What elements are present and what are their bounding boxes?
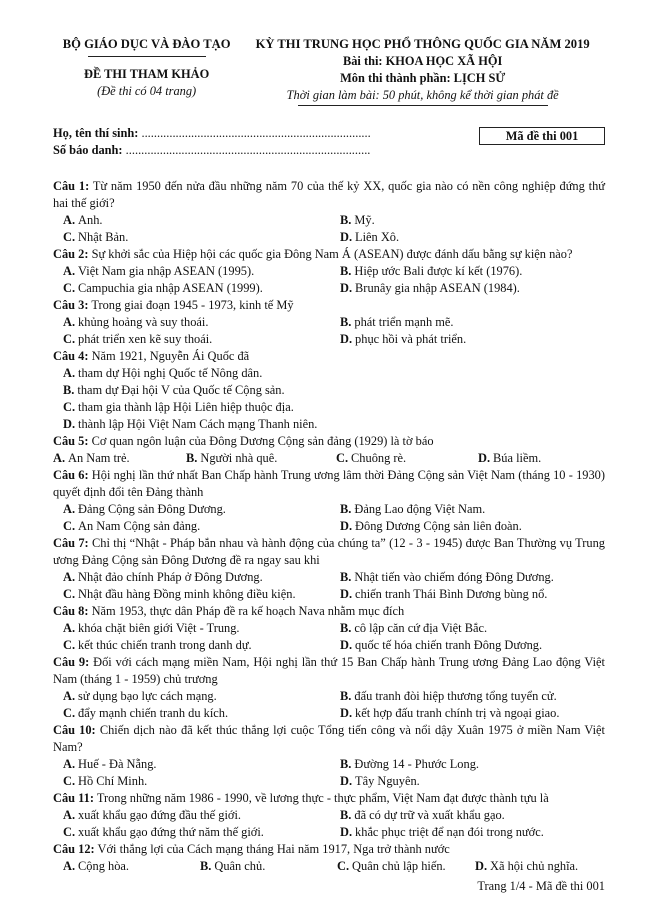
question-stem xyxy=(53,433,605,450)
option-text: phát triển mạnh mẽ. xyxy=(354,315,454,329)
answer-option xyxy=(53,450,186,467)
question-block xyxy=(53,790,605,841)
question-block xyxy=(53,467,605,535)
option-letter: C. xyxy=(63,706,76,720)
page-footer: Trang 1/4 - Mã đề thi 001 xyxy=(477,879,605,893)
option-text: Xã hội chủ nghĩa. xyxy=(490,859,579,873)
question-text: Trong những năm 1986 - 1990, về lương thực - thực phẩm, Việt Nam đạt được thành tựu là xyxy=(96,791,549,805)
option-letter: A. xyxy=(63,808,76,822)
page-count-note: (Đề thi có 04 trang) xyxy=(97,84,197,98)
candidate-name-label: Họ, tên thí sinh: xyxy=(53,126,139,140)
option-letter: D. xyxy=(340,825,353,839)
question-stem xyxy=(53,841,605,858)
question-number: Câu 10: xyxy=(53,723,96,737)
question-number: Câu 6: xyxy=(53,468,89,482)
question-stem xyxy=(53,297,605,314)
option-letter: A. xyxy=(63,859,76,873)
answer-option xyxy=(186,450,336,467)
option-text: Hồ Chí Minh. xyxy=(78,774,148,788)
question-number: Câu 1: xyxy=(53,179,90,193)
answer-option xyxy=(63,569,340,586)
option-letter: C. xyxy=(336,451,349,465)
answer-option xyxy=(63,399,605,416)
option-text: Brunây gia nhập ASEAN (1984). xyxy=(355,281,520,295)
answer-option xyxy=(63,263,340,280)
candidate-name-field[interactable]: .......................................................................... xyxy=(141,126,371,140)
option-text: phục hồi và phát triển. xyxy=(355,332,467,346)
option-letter: A. xyxy=(63,570,76,584)
option-text: đã có dự trữ và xuất khẩu gạo. xyxy=(354,808,505,822)
option-letter: C. xyxy=(63,281,76,295)
answer-options xyxy=(53,569,605,603)
exam-subject: Môn thi thành phần: LỊCH SỬ xyxy=(340,71,506,85)
question-text: Hội nghị lần thứ nhất Ban Chấp hành Trung ương lâm thời Đảng Cộng sản Việt Nam (tháng 10 - 1930) quyết định đổi tên Đảng thành xyxy=(53,468,605,499)
question-text: Chỉ thị “Nhật - Pháp bắn nhau và hành động của chúng ta” (12 - 3 - 1945) được Ban Thường vụ Trung ương Đảng Cộng sản Đông Dương đề ra ngay sau khi xyxy=(53,536,605,567)
answer-option xyxy=(63,229,340,246)
option-letter: C. xyxy=(63,400,76,414)
option-letter: D. xyxy=(340,332,353,346)
option-letter: A. xyxy=(63,757,76,771)
answer-option xyxy=(63,637,340,654)
option-letter: B. xyxy=(340,264,352,278)
option-text: Nhật đảo chính Pháp ở Đông Dương. xyxy=(78,570,263,584)
option-text: Búa liềm. xyxy=(493,451,542,465)
option-letter: A. xyxy=(63,264,76,278)
candidate-info xyxy=(53,125,605,159)
option-text: chiến tranh Thái Bình Dương bùng nổ. xyxy=(355,587,548,601)
option-letter: A. xyxy=(53,451,66,465)
option-letter: A. xyxy=(63,502,76,516)
option-text: thành lập Hội Việt Nam Cách mạng Thanh niên. xyxy=(78,417,318,431)
answer-option xyxy=(340,280,605,297)
option-text: kết thúc chiến tranh trong danh dự. xyxy=(78,638,252,652)
answer-option xyxy=(340,586,605,603)
option-letter: D. xyxy=(475,859,488,873)
question-text: Từ năm 1950 đến nửa đầu những năm 70 của thế kỷ XX, quốc gia nào có nền công nghiệp đứng thứ hai thế giới? xyxy=(53,179,605,210)
answer-option xyxy=(63,416,605,433)
answer-option xyxy=(337,858,475,875)
ministry-name: BỘ GIÁO DỤC VÀ ĐÀO TẠO xyxy=(62,37,231,51)
question-text: Cơ quan ngôn luận của Đông Dương Cộng sản đảng (1929) là tờ báo xyxy=(91,434,434,448)
question-number: Câu 5: xyxy=(53,434,89,448)
option-letter: C. xyxy=(63,519,76,533)
option-text: Đảng Lao động Việt Nam. xyxy=(354,502,486,516)
answer-option xyxy=(63,756,340,773)
answer-option xyxy=(63,807,340,824)
answer-options xyxy=(53,365,605,433)
question-block xyxy=(53,348,605,433)
option-letter: C. xyxy=(63,638,76,652)
answer-option xyxy=(340,518,605,535)
option-text: tham dự Hội nghị Quốc tế Nông dân. xyxy=(78,366,263,380)
option-text: cô lập căn cứ địa Việt Bắc. xyxy=(354,621,488,635)
answer-options xyxy=(53,450,605,467)
answer-option xyxy=(336,450,478,467)
answer-option xyxy=(340,756,605,773)
time-underline xyxy=(298,105,548,106)
question-stem xyxy=(53,467,605,501)
answer-options xyxy=(53,212,605,246)
option-text: tham dự Đại hội V của Quốc tế Cộng sản. xyxy=(77,383,285,397)
option-letter: B. xyxy=(340,808,352,822)
answer-option xyxy=(340,620,605,637)
answer-option xyxy=(340,824,605,841)
option-text: Hiệp ước Bali được kí kết (1976). xyxy=(354,264,523,278)
option-text: Quân chủ. xyxy=(214,859,266,873)
question-block xyxy=(53,722,605,790)
answer-option xyxy=(63,501,340,518)
answer-option xyxy=(63,858,200,875)
answer-option xyxy=(63,773,340,790)
option-letter: A. xyxy=(63,366,76,380)
question-text: Trong giai đoạn 1945 - 1973, kinh tế Mỹ xyxy=(91,298,294,312)
option-letter: B. xyxy=(340,757,352,771)
option-text: Tây Nguyên. xyxy=(355,774,420,788)
option-text: Chuông rè. xyxy=(351,451,407,465)
question-number: Câu 3: xyxy=(53,298,89,312)
option-text: đẩy mạnh chiến tranh du kích. xyxy=(78,706,229,720)
option-letter: D. xyxy=(340,519,353,533)
option-letter: C. xyxy=(337,859,350,873)
question-block xyxy=(53,603,605,654)
option-text: Nhật Bản. xyxy=(78,230,129,244)
option-text: xuất khẩu gạo đứng thứ năm thế giới. xyxy=(78,825,264,839)
option-letter: B. xyxy=(340,502,352,516)
option-text: Đảng Cộng sản Đông Dương. xyxy=(78,502,226,516)
question-number: Câu 9: xyxy=(53,655,90,669)
question-block xyxy=(53,433,605,467)
answer-option xyxy=(340,314,605,331)
option-text: Nhật đầu hàng Đồng minh không điều kiện. xyxy=(78,587,296,601)
option-letter: B. xyxy=(340,621,352,635)
question-text: Năm 1953, thực dân Pháp đề ra kế hoạch Nava nhằm mục đích xyxy=(91,604,405,618)
header-right xyxy=(240,36,605,106)
answer-option xyxy=(63,280,340,297)
question-list xyxy=(53,178,605,875)
option-text: An Nam trẻ. xyxy=(68,451,130,465)
answer-option xyxy=(63,382,605,399)
question-text: Chiến dịch nào đã kết thúc thắng lợi cuộc Tổng tiến công và nổi dậy Xuân 1975 ở miền Nam Việt Nam? xyxy=(53,723,605,754)
answer-option xyxy=(63,314,340,331)
exam-code-box: Mã đề thi 001 xyxy=(479,127,605,145)
question-block xyxy=(53,841,605,875)
option-letter: A. xyxy=(63,315,76,329)
answer-option xyxy=(340,807,605,824)
option-letter: B. xyxy=(340,689,352,703)
question-number: Câu 4: xyxy=(53,349,89,363)
answer-option xyxy=(340,637,605,654)
option-text: Liên Xô. xyxy=(355,230,400,244)
question-number: Câu 8: xyxy=(53,604,89,618)
doc-type: ĐỀ THI THAM KHẢO xyxy=(84,67,210,81)
option-text: sử dụng bạo lực cách mạng. xyxy=(78,689,217,703)
answer-options xyxy=(53,688,605,722)
option-text: Việt Nam gia nhập ASEAN (1995). xyxy=(78,264,255,278)
option-letter: C. xyxy=(63,587,76,601)
question-block xyxy=(53,535,605,603)
option-letter: D. xyxy=(63,417,76,431)
answer-option xyxy=(475,858,605,875)
answer-options xyxy=(53,807,605,841)
candidate-id-label: Số báo danh: xyxy=(53,143,123,157)
exam-title: KỲ THI TRUNG HỌC PHỔ THÔNG QUỐC GIA NĂM 2019 xyxy=(255,37,590,51)
option-letter: D. xyxy=(340,281,353,295)
question-text: Năm 1921, Nguyễn Ái Quốc đã xyxy=(91,349,250,363)
option-text: phát triển xen kẽ suy thoái. xyxy=(78,332,213,346)
answer-option xyxy=(63,705,340,722)
option-letter: B. xyxy=(200,859,212,873)
answer-options xyxy=(53,314,605,348)
option-text: Mỹ. xyxy=(354,213,375,227)
option-letter: D. xyxy=(340,230,353,244)
answer-option xyxy=(63,824,340,841)
option-text: tham gia thành lập Hội Liên hiệp thuộc địa. xyxy=(78,400,294,414)
option-text: khắc phục triệt để nạn đói trong nước. xyxy=(355,825,544,839)
option-letter: C. xyxy=(63,230,76,244)
answer-option xyxy=(63,212,340,229)
question-block xyxy=(53,246,605,297)
exam-part: Bài thi: KHOA HỌC XÃ HỘI xyxy=(342,54,503,68)
option-text: Đường 14 - Phước Long. xyxy=(354,757,479,771)
question-text: Đối với cách mạng miền Nam, Hội nghị lần thứ 15 Ban Chấp hành Trung ương Đảng Lao động Việt Nam (tháng 1 - 1959) chủ trương xyxy=(53,655,605,686)
answer-option xyxy=(340,688,605,705)
candidate-fields xyxy=(53,125,371,159)
question-number: Câu 12: xyxy=(53,842,95,856)
option-text: An Nam Cộng sản đảng. xyxy=(78,519,201,533)
option-text: khủng hoảng và suy thoái. xyxy=(78,315,209,329)
option-text: xuất khẩu gạo đứng đầu thế giới. xyxy=(78,808,242,822)
answer-options xyxy=(53,501,605,535)
option-letter: A. xyxy=(63,213,76,227)
option-letter: B. xyxy=(186,451,198,465)
option-letter: D. xyxy=(340,638,353,652)
option-letter: B. xyxy=(340,570,352,584)
option-letter: C. xyxy=(63,825,76,839)
answer-option xyxy=(63,620,340,637)
option-text: đấu tranh đòi hiệp thương tổng tuyển cử. xyxy=(354,689,557,703)
option-text: Cộng hòa. xyxy=(78,859,129,873)
answer-option xyxy=(340,331,605,348)
option-text: quốc tế hóa chiến tranh Đông Dương. xyxy=(355,638,543,652)
answer-option xyxy=(63,518,340,535)
question-stem xyxy=(53,535,605,569)
option-letter: A. xyxy=(63,689,76,703)
answer-options xyxy=(53,620,605,654)
option-letter: C. xyxy=(63,332,76,346)
option-text: Đông Dương Cộng sản liên đoàn. xyxy=(355,519,522,533)
header-left xyxy=(53,36,240,106)
candidate-id-field[interactable]: ............................................................................... xyxy=(125,143,371,157)
option-text: Quân chủ lập hiến. xyxy=(352,859,446,873)
option-letter: D. xyxy=(340,587,353,601)
answer-option xyxy=(478,450,605,467)
exam-time: Thời gian làm bài: 50 phút, không kể thời gian phát đề xyxy=(286,88,559,102)
option-text: Người nhà quê. xyxy=(200,451,278,465)
answer-option xyxy=(63,365,605,382)
answer-options xyxy=(53,756,605,790)
question-number: Câu 7: xyxy=(53,536,89,550)
exam-header xyxy=(53,36,605,106)
option-letter: B. xyxy=(340,213,352,227)
answer-option xyxy=(340,569,605,586)
question-stem xyxy=(53,790,605,807)
candidate-name-row xyxy=(53,125,371,142)
option-text: Anh. xyxy=(78,213,103,227)
option-letter: B. xyxy=(340,315,352,329)
answer-option xyxy=(63,586,340,603)
option-letter: C. xyxy=(63,774,76,788)
option-text: Campuchia gia nhập ASEAN (1999). xyxy=(78,281,263,295)
answer-option xyxy=(63,688,340,705)
question-stem xyxy=(53,178,605,212)
question-block xyxy=(53,297,605,348)
question-stem xyxy=(53,246,605,263)
option-text: khóa chặt biên giới Việt - Trung. xyxy=(78,621,240,635)
question-stem xyxy=(53,603,605,620)
answer-option xyxy=(340,212,605,229)
option-text: kết hợp đấu tranh chính trị và ngoại giao. xyxy=(355,706,560,720)
question-text: Với thắng lợi của Cách mạng tháng Hai năm 1917, Nga trở thành nước xyxy=(97,842,450,856)
answer-option xyxy=(340,263,605,280)
answer-option xyxy=(200,858,337,875)
candidate-id-row xyxy=(53,142,371,159)
header-divider xyxy=(88,56,206,57)
option-letter: D. xyxy=(340,706,353,720)
question-stem xyxy=(53,654,605,688)
question-number: Câu 11: xyxy=(53,791,94,805)
answer-option xyxy=(340,229,605,246)
question-text: Sự khởi sắc của Hiệp hội các quốc gia Đông Nam Á (ASEAN) được đánh dấu bằng sự kiện nào? xyxy=(91,247,573,261)
question-block xyxy=(53,178,605,246)
option-letter: D. xyxy=(478,451,491,465)
question-stem xyxy=(53,722,605,756)
answer-option xyxy=(340,501,605,518)
option-letter: D. xyxy=(340,774,353,788)
option-letter: A. xyxy=(63,621,76,635)
answer-option xyxy=(340,773,605,790)
option-text: Nhật tiến vào chiếm đóng Đông Dương. xyxy=(354,570,554,584)
question-stem xyxy=(53,348,605,365)
answer-option xyxy=(340,705,605,722)
answer-options xyxy=(53,858,605,875)
answer-options xyxy=(53,263,605,297)
option-letter: B. xyxy=(63,383,75,397)
question-block xyxy=(53,654,605,722)
answer-option xyxy=(63,331,340,348)
option-text: Huế - Đà Nẵng. xyxy=(78,757,157,771)
question-number: Câu 2: xyxy=(53,247,89,261)
